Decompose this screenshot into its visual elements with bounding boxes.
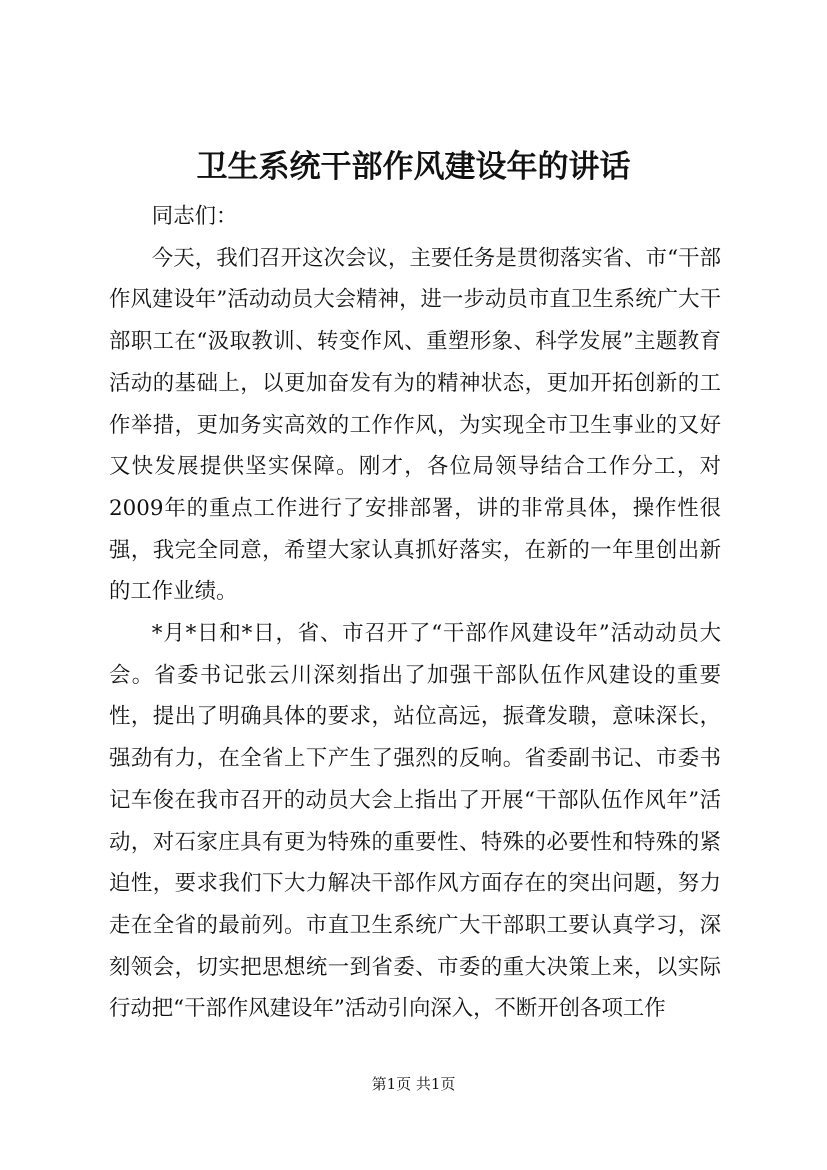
paragraph-2: *月*日和*日，省、市召开了“干部作风建设年”活动动员大会。省委书记张云川深刻指出了加强干部队伍作风建设的重要性，提出了明确具体的要求，站位高远，振聋发聩，意味深长，强劲有力，在全省上下产生了强烈的反响。省委副书记、市委书记车俊在我市召开的动员大会上指出了开展“干部队伍作风年”活动，对石家庄具有更为特殊的重要性、特殊的必要性和特殊的紧迫性，要求我们下大力解决干部作风方面存在的突出问题，努力走在全省的最前列。市直卫生系统广大干部职工要认真学习，深刻领会，切实把思想统一到省委、市委的重大决策上来，以实际行动把“干部作风建设年”活动引向深入，不断开创各项工作 — [109, 621, 721, 1022]
document-body — [109, 196, 721, 1030]
page-footer: 第1页 共1页 — [371, 1075, 456, 1093]
document-title: 卫生系统干部作风建设年的讲话 — [196, 149, 631, 185]
salutation: 同志们： — [151, 204, 238, 229]
paragraph-1: 今天，我们召开这次会议，主要任务是贯彻落实省、市“干部作风建设年”活动动员大会精神，进一步动员市直卫生系统广大干部职工在“汲取教训、转变作风、重塑形象、科学发展”主题教育活动的基础上，以更加奋发有为的精神状态，更加开拓创新的工作举措，更加务实高效的工作作风，为实现全市卫生事业的又好又快发展提供坚实保障。刚才，各位局领导结合工作分工，对2009年的重点工作进行了安排部署，讲的非常具体，操作性很强，我完全同意，希望大家认真抓好落实，在新的一年里创出新的工作业绩。 — [109, 245, 721, 605]
